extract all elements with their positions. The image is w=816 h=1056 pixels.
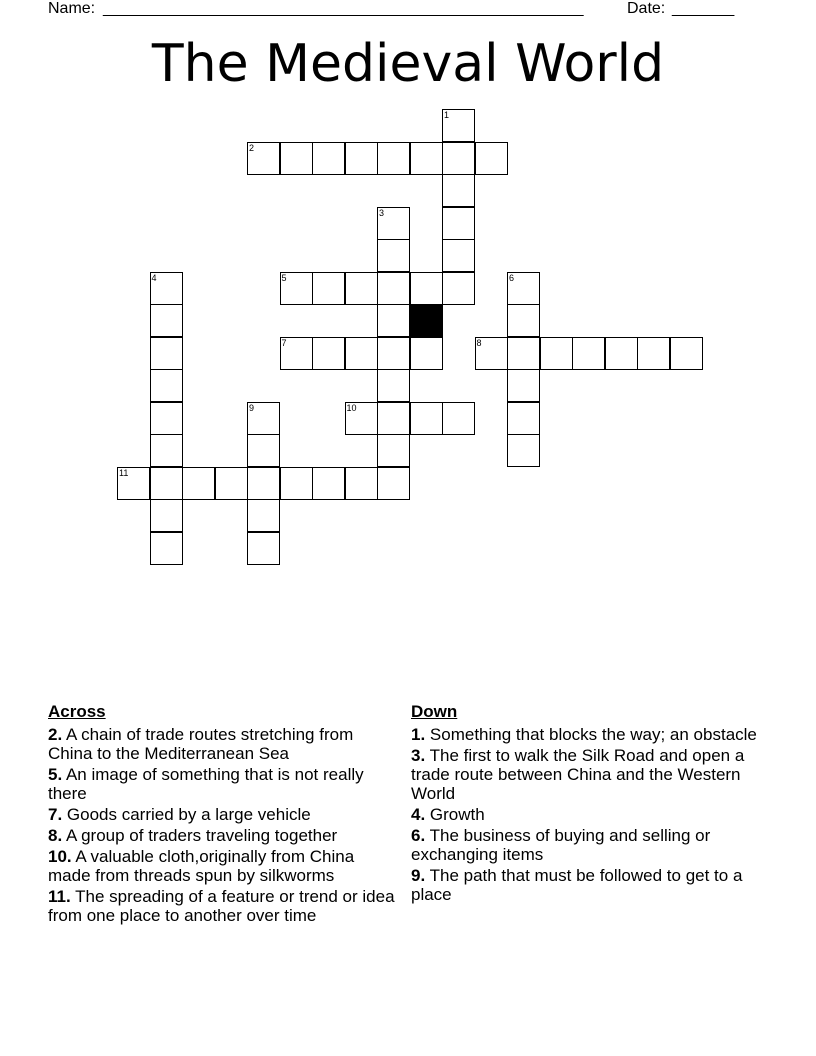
crossword-cell[interactable]	[280, 337, 313, 370]
clue-number: 2.	[48, 725, 63, 744]
clue-number: 1	[444, 110, 450, 120]
crossword-cell[interactable]	[377, 369, 410, 402]
crossword-cell[interactable]	[410, 142, 443, 175]
clue-item	[48, 725, 398, 763]
crossword-cell[interactable]	[442, 402, 475, 435]
clue-text: The business of buying and selling or exchanging items	[411, 826, 711, 864]
crossword-cell[interactable]	[540, 337, 573, 370]
crossword-cell[interactable]	[280, 142, 313, 175]
crossword-cell[interactable]	[150, 434, 183, 467]
crossword-cell[interactable]	[215, 467, 248, 500]
crossword-cell[interactable]	[150, 337, 183, 370]
clue-item	[48, 887, 398, 925]
crossword-cell[interactable]	[442, 174, 475, 207]
crossword-cell[interactable]	[182, 467, 215, 500]
clue-number: 4.	[411, 805, 426, 824]
crossword-cell[interactable]	[377, 337, 410, 370]
clue-item	[48, 805, 398, 824]
crossword-cell[interactable]	[345, 272, 378, 305]
crossword-cell[interactable]	[247, 142, 280, 175]
across-clues	[48, 702, 398, 927]
clue-number: 9.	[411, 866, 426, 885]
clue-text: The path that must be followed to get to a place	[411, 866, 743, 904]
page-title: The Medieval World	[151, 34, 665, 94]
crossword-cell[interactable]	[670, 337, 703, 370]
crossword-cell[interactable]	[410, 402, 443, 435]
clue-text: Growth	[425, 805, 485, 824]
clue-item	[48, 847, 398, 885]
crossword-cell[interactable]	[377, 467, 410, 500]
crossword-cell[interactable]	[150, 532, 183, 565]
clue-text: Something that blocks the way; an obstacle	[425, 725, 757, 744]
crossword-cell[interactable]	[410, 337, 443, 370]
across-heading: Across	[48, 702, 106, 721]
crossword-cell[interactable]	[312, 337, 345, 370]
crossword-cell[interactable]	[247, 402, 280, 435]
crossword-cell[interactable]	[247, 434, 280, 467]
crossword-cell[interactable]	[377, 207, 410, 240]
clue-item	[411, 826, 781, 864]
crossword-cell[interactable]	[150, 467, 183, 500]
clue-number: 11.	[48, 887, 71, 906]
clue-text: A valuable cloth,originally from China made from threads spun by silkworms	[48, 847, 355, 885]
clue-text: A group of traders traveling together	[62, 826, 338, 845]
crossword-cell[interactable]	[345, 142, 378, 175]
clue-number: 7	[281, 337, 287, 348]
crossword-cell[interactable]	[377, 239, 410, 272]
across-clue-list	[48, 725, 398, 925]
crossword-cell[interactable]	[247, 532, 280, 565]
clue-item	[411, 866, 781, 904]
crossword-cell[interactable]	[507, 272, 540, 305]
crossword-cell[interactable]	[377, 402, 410, 435]
clue-number: 8	[476, 337, 482, 348]
clue-number: 5.	[48, 765, 63, 784]
clue-number: 1.	[411, 725, 426, 744]
clue-text: The spreading of a feature or trend or idea from one place to another over time	[48, 887, 395, 925]
date-label: Date:	[627, 0, 666, 17]
crossword-cell[interactable]	[507, 434, 540, 467]
crossword-cell[interactable]	[247, 467, 280, 500]
crossword-cell[interactable]	[345, 337, 378, 370]
crossword-cell[interactable]	[442, 142, 475, 175]
clue-number: 6.	[411, 826, 426, 845]
crossword-cell[interactable]	[605, 337, 638, 370]
crossword-cell[interactable]	[377, 304, 410, 337]
clue-text: Goods carried by a large vehicle	[62, 805, 311, 824]
crossword-cell[interactable]	[280, 272, 313, 305]
crossword-cell[interactable]	[117, 467, 150, 500]
clue-number: 4	[151, 272, 157, 283]
clue-item	[411, 725, 781, 744]
crossword-cell[interactable]	[475, 337, 508, 370]
clue-number: 3.	[411, 746, 426, 765]
crossword-cell[interactable]	[150, 369, 183, 402]
clue-number: 2	[249, 142, 255, 153]
clue-number: 3	[379, 207, 385, 218]
clue-text: An image of something that is not really there	[48, 765, 364, 803]
crossword-cell[interactable]	[312, 467, 345, 500]
crossword-cell[interactable]	[345, 467, 378, 500]
clue-number: 5	[281, 272, 287, 283]
crossword-cell[interactable]	[280, 467, 313, 500]
clue-text: The first to walk the Silk Road and open a trade route between China and the Western World	[411, 746, 745, 803]
crossword-cell[interactable]	[507, 369, 540, 402]
clue-number: 7.	[48, 805, 63, 824]
crossword-cell[interactable]	[150, 499, 183, 532]
crossword-cell[interactable]	[377, 272, 410, 305]
crossword-cell[interactable]	[247, 499, 280, 532]
name-field[interactable]: ______________________________________________________	[103, 0, 584, 17]
clue-number: 6	[509, 272, 515, 283]
clue-text: A chain of trade routes stretching from China to the Mediterranean Sea	[48, 725, 354, 763]
down-clue-list	[411, 725, 781, 904]
crossword-cell[interactable]	[377, 142, 410, 175]
crossword-cell[interactable]	[442, 272, 475, 305]
clue-number: 10.	[48, 847, 72, 866]
crossword-cell[interactable]	[410, 272, 443, 305]
crossword-cell[interactable]	[507, 337, 540, 370]
crossword-cell[interactable]	[150, 402, 183, 435]
clue-item	[411, 805, 781, 824]
crossword-cell[interactable]	[442, 207, 475, 240]
black-square	[410, 304, 443, 337]
crossword-cell[interactable]	[475, 142, 508, 175]
crossword-cell[interactable]	[637, 337, 670, 370]
crossword-cell[interactable]	[312, 142, 345, 175]
clue-number: 9	[249, 402, 255, 413]
clue-number: 11	[119, 467, 129, 478]
clue-item	[48, 765, 398, 803]
down-clues	[411, 702, 781, 906]
clue-number: 8.	[48, 826, 63, 845]
crossword-cell[interactable]	[572, 337, 605, 370]
crossword-cell[interactable]	[442, 239, 475, 272]
crossword-cell[interactable]	[150, 272, 183, 305]
name-label: Name:	[48, 0, 96, 17]
crossword-cell[interactable]	[442, 109, 475, 142]
clue-item	[48, 826, 398, 845]
date-field[interactable]: _______	[672, 0, 735, 17]
crossword-cell[interactable]	[507, 304, 540, 337]
crossword-cell[interactable]	[312, 272, 345, 305]
crossword-cell[interactable]	[345, 402, 378, 435]
clue-item	[411, 746, 781, 803]
down-heading: Down	[411, 702, 458, 721]
clue-number: 10	[346, 402, 357, 413]
crossword-cell[interactable]	[150, 304, 183, 337]
crossword-cell[interactable]	[507, 402, 540, 435]
crossword-cell[interactable]	[377, 434, 410, 467]
